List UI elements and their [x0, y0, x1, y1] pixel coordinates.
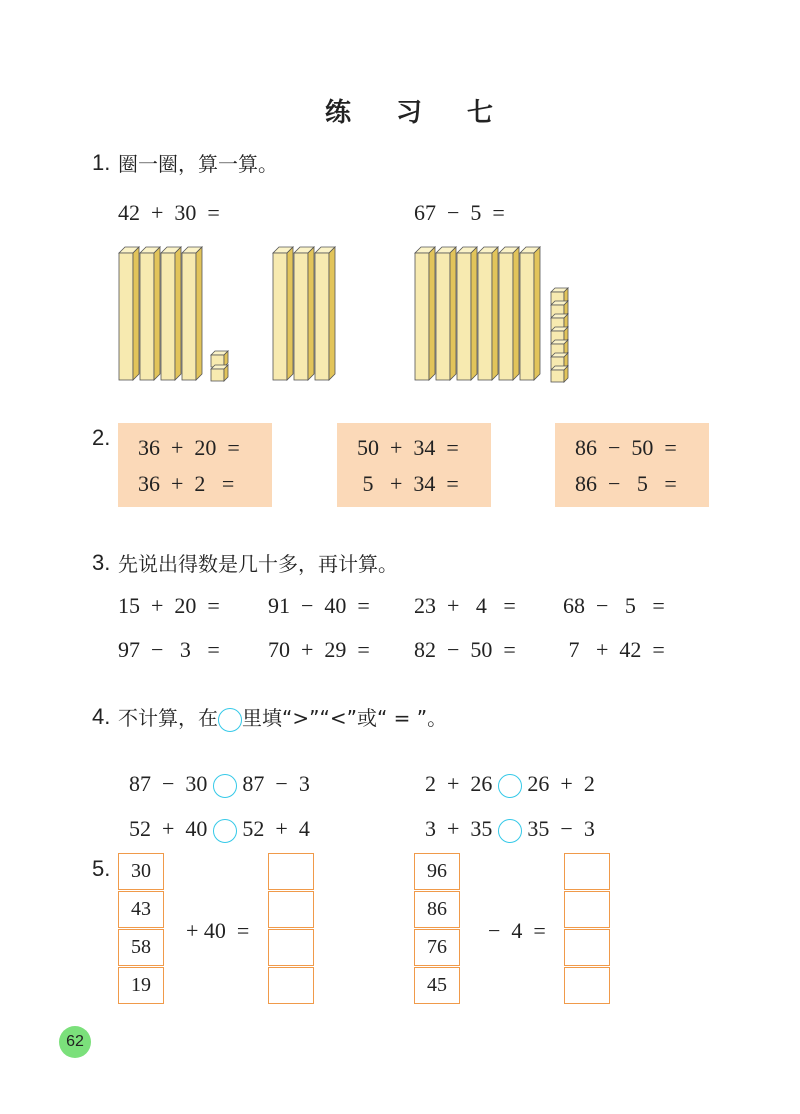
- counting-rods-illustration: [110, 245, 580, 390]
- q3-expression: 15 + 20 =: [118, 593, 220, 618]
- q5-left-value: 19: [118, 967, 164, 1004]
- q5-right-operation: − 4 =: [488, 918, 546, 943]
- q4-comparison: [118, 790, 310, 843]
- q2-box-3-line-1: 86 − 50 =: [575, 435, 677, 460]
- rod-group-42-tens: [119, 247, 202, 380]
- rod-group-67-tens: [415, 247, 540, 380]
- q2-box-3: [555, 423, 709, 507]
- q5-left-value: 43: [118, 891, 164, 928]
- q5-left-operation: + 40 =: [186, 918, 250, 943]
- q5-left-value: 58: [118, 929, 164, 966]
- q4-right-operand: 35 − 3: [527, 816, 595, 841]
- q4-right-operand: 52 + 4: [242, 816, 310, 841]
- q2-box-2: [337, 423, 491, 507]
- q1-number: 1.: [92, 150, 111, 175]
- q1-left-expression: 42 + 30 =: [118, 200, 220, 225]
- q2-box-1-line-1: 36 + 20 =: [138, 435, 240, 460]
- rod-group-30-tens: [273, 247, 335, 380]
- q3-expression: 7 + 42 =: [563, 637, 665, 662]
- q4-left-operand: 3 + 35: [425, 816, 493, 841]
- q2-box-2-line-2: 5 + 34 =: [357, 471, 459, 496]
- q3-expression: 70 + 29 =: [268, 637, 370, 662]
- comparison-circle[interactable]: [498, 819, 522, 843]
- q2-number: 2.: [92, 425, 111, 450]
- q5-left-answer-column: [268, 853, 316, 1005]
- q1-instruction: 圈一圈，算一算。: [118, 152, 278, 176]
- q5-answer-cell[interactable]: [564, 967, 610, 1004]
- q4-left-operand: 2 + 26: [425, 771, 493, 796]
- q3-expression: 23 + 4 =: [414, 593, 516, 618]
- comparison-circle[interactable]: [213, 819, 237, 843]
- q5-right-answer-column: [564, 853, 612, 1005]
- q4-right-operand: 26 + 2: [527, 771, 595, 796]
- q2-box-1: [118, 423, 272, 507]
- q5-answer-cell[interactable]: [268, 929, 314, 966]
- q3-instruction: 先说出得数是几十多，再计算。: [118, 552, 398, 576]
- q4-number: 4.: [92, 704, 111, 729]
- q4-left-operand: 87 − 30: [129, 771, 208, 796]
- q4-instruction: [118, 702, 447, 732]
- q5-answer-cell[interactable]: [268, 891, 314, 928]
- q5-answer-cell[interactable]: [268, 967, 314, 1004]
- q5-left-input-column: [118, 853, 166, 1005]
- q4-comparison: [414, 790, 595, 843]
- q2-box-1-line-2: 36 + 2 =: [138, 471, 235, 496]
- q5-right-input-column: [414, 853, 462, 1005]
- q2-box-3-line-2: 86 − 5 =: [575, 471, 677, 496]
- q3-expression: 91 − 40 =: [268, 593, 370, 618]
- q4-instruction-part-2: 里填“>”“<”或“ = ”。: [242, 706, 448, 730]
- q5-right-value: 96: [414, 853, 460, 890]
- q2-box-2-line-1: 50 + 34 =: [357, 435, 459, 460]
- q4-instruction-part-1: 不计算，在: [118, 706, 218, 730]
- q5-right-value: 76: [414, 929, 460, 966]
- q3-expression: 68 − 5 =: [563, 593, 665, 618]
- q5-answer-cell[interactable]: [564, 891, 610, 928]
- q5-answer-cell[interactable]: [564, 853, 610, 890]
- cube-group-42-ones: [211, 351, 228, 381]
- circle-icon: [218, 708, 242, 732]
- q5-right-value: 86: [414, 891, 460, 928]
- q5-answer-cell[interactable]: [564, 929, 610, 966]
- q4-left-operand: 52 + 40: [129, 816, 208, 841]
- q3-expression: 97 − 3 =: [118, 637, 220, 662]
- q1-right-expression: 67 − 5 =: [414, 200, 505, 225]
- q3-expression: 82 − 50 =: [414, 637, 516, 662]
- q5-right-value: 45: [414, 967, 460, 1004]
- cube-group-67-ones: [551, 288, 568, 382]
- page-number-badge: 62: [59, 1026, 91, 1058]
- page-title: 练 习 七: [324, 98, 512, 128]
- q4-right-operand: 87 − 3: [242, 771, 310, 796]
- q5-number: 5.: [92, 856, 111, 881]
- q5-answer-cell[interactable]: [268, 853, 314, 890]
- q3-number: 3.: [92, 550, 111, 575]
- q5-left-value: 30: [118, 853, 164, 890]
